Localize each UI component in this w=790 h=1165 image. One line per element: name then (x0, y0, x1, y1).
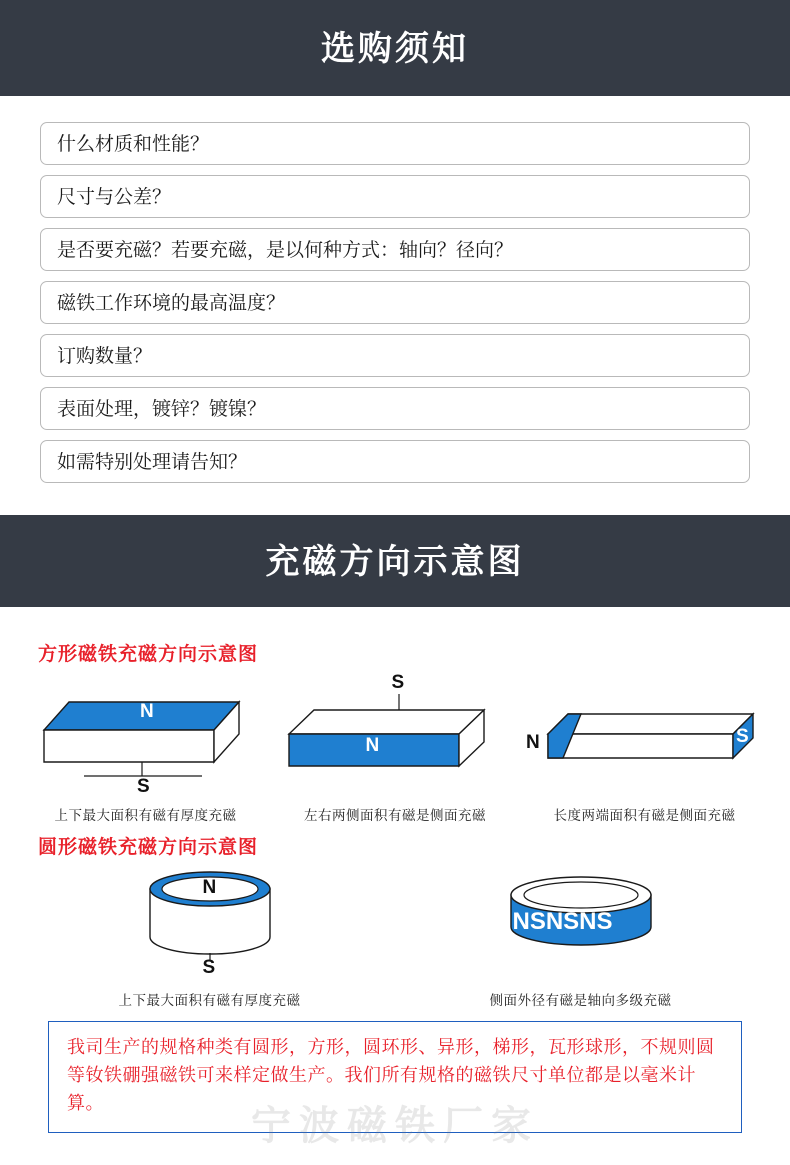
square-figure-2 (274, 672, 517, 824)
pole-label-n: N (140, 701, 154, 722)
circle-magnet-subtitle: 圆形磁铁充磁方向示意图 (38, 837, 259, 858)
list-item: 表面处理，镀锌？镀镍？ (40, 387, 750, 430)
circle-figure-2-caption: 侧面外径有磁是轴向多级充磁 (489, 993, 672, 1008)
pole-label-n: N (526, 732, 540, 753)
square-figure-row (24, 672, 766, 824)
list-item: 什么材质和性能？ (40, 122, 750, 165)
list-item: 是否要充磁？若要充磁，是以何种方式：轴向？径向？ (40, 228, 750, 271)
list-item: 尺寸与公差？ (40, 175, 750, 218)
square-figure-2-canvas (274, 672, 517, 800)
square-figure-3-canvas (523, 672, 766, 800)
side-pole-label: NSNSNS (512, 908, 613, 935)
square-magnet-end-face-diagram (523, 672, 766, 800)
pole-label-n: N (365, 735, 380, 756)
square-figure-3-caption: 长度两端面积有磁是侧面充磁 (553, 808, 736, 823)
pole-label-s: S (391, 672, 405, 693)
list-item: 磁铁工作环境的最高温度？ (40, 281, 750, 324)
purchase-notice-banner: 选购须知 (0, 0, 790, 96)
pole-label-s: S (736, 726, 749, 747)
circle-figure-row (24, 865, 766, 1009)
pole-label-n: N (202, 877, 217, 898)
list-item: 订购数量？ (40, 334, 750, 377)
square-figure-1-caption: 上下最大面积有磁有厚度充磁 (54, 808, 237, 823)
square-figure-1 (24, 672, 267, 824)
circle-figure-1-caption: 上下最大面积有磁有厚度充磁 (118, 993, 301, 1008)
diagram-area (0, 607, 790, 1133)
pole-label-s: S (137, 776, 150, 797)
circle-figure-2 (411, 865, 751, 1009)
square-figure-1-canvas (24, 672, 267, 800)
square-magnet-subtitle: 方形磁铁充磁方向示意图 (38, 644, 259, 665)
circle-figure-1 (40, 865, 380, 1009)
circle-figure-1-canvas (40, 865, 380, 985)
question-list (0, 96, 790, 515)
square-figure-3 (523, 672, 766, 824)
magnet-direction-banner: 充磁方向示意图 (0, 515, 790, 607)
pole-label-s: S (202, 957, 216, 978)
product-note: 我司生产的规格种类有圆形，方形，圆环形、异形，梯形，瓦形球形，不规则圆等钕铁硼强磁铁可来样定做生产。我们所有规格的磁铁尺寸单位都是以毫米计算。 (48, 1021, 742, 1133)
watermark: 宁波磁铁厂家 (251, 1104, 539, 1148)
circle-figure-2-canvas (411, 865, 751, 985)
square-figure-2-caption: 左右两侧面积有磁是侧面充磁 (304, 808, 486, 823)
list-item: 如需特别处理请告知？ (40, 440, 750, 483)
